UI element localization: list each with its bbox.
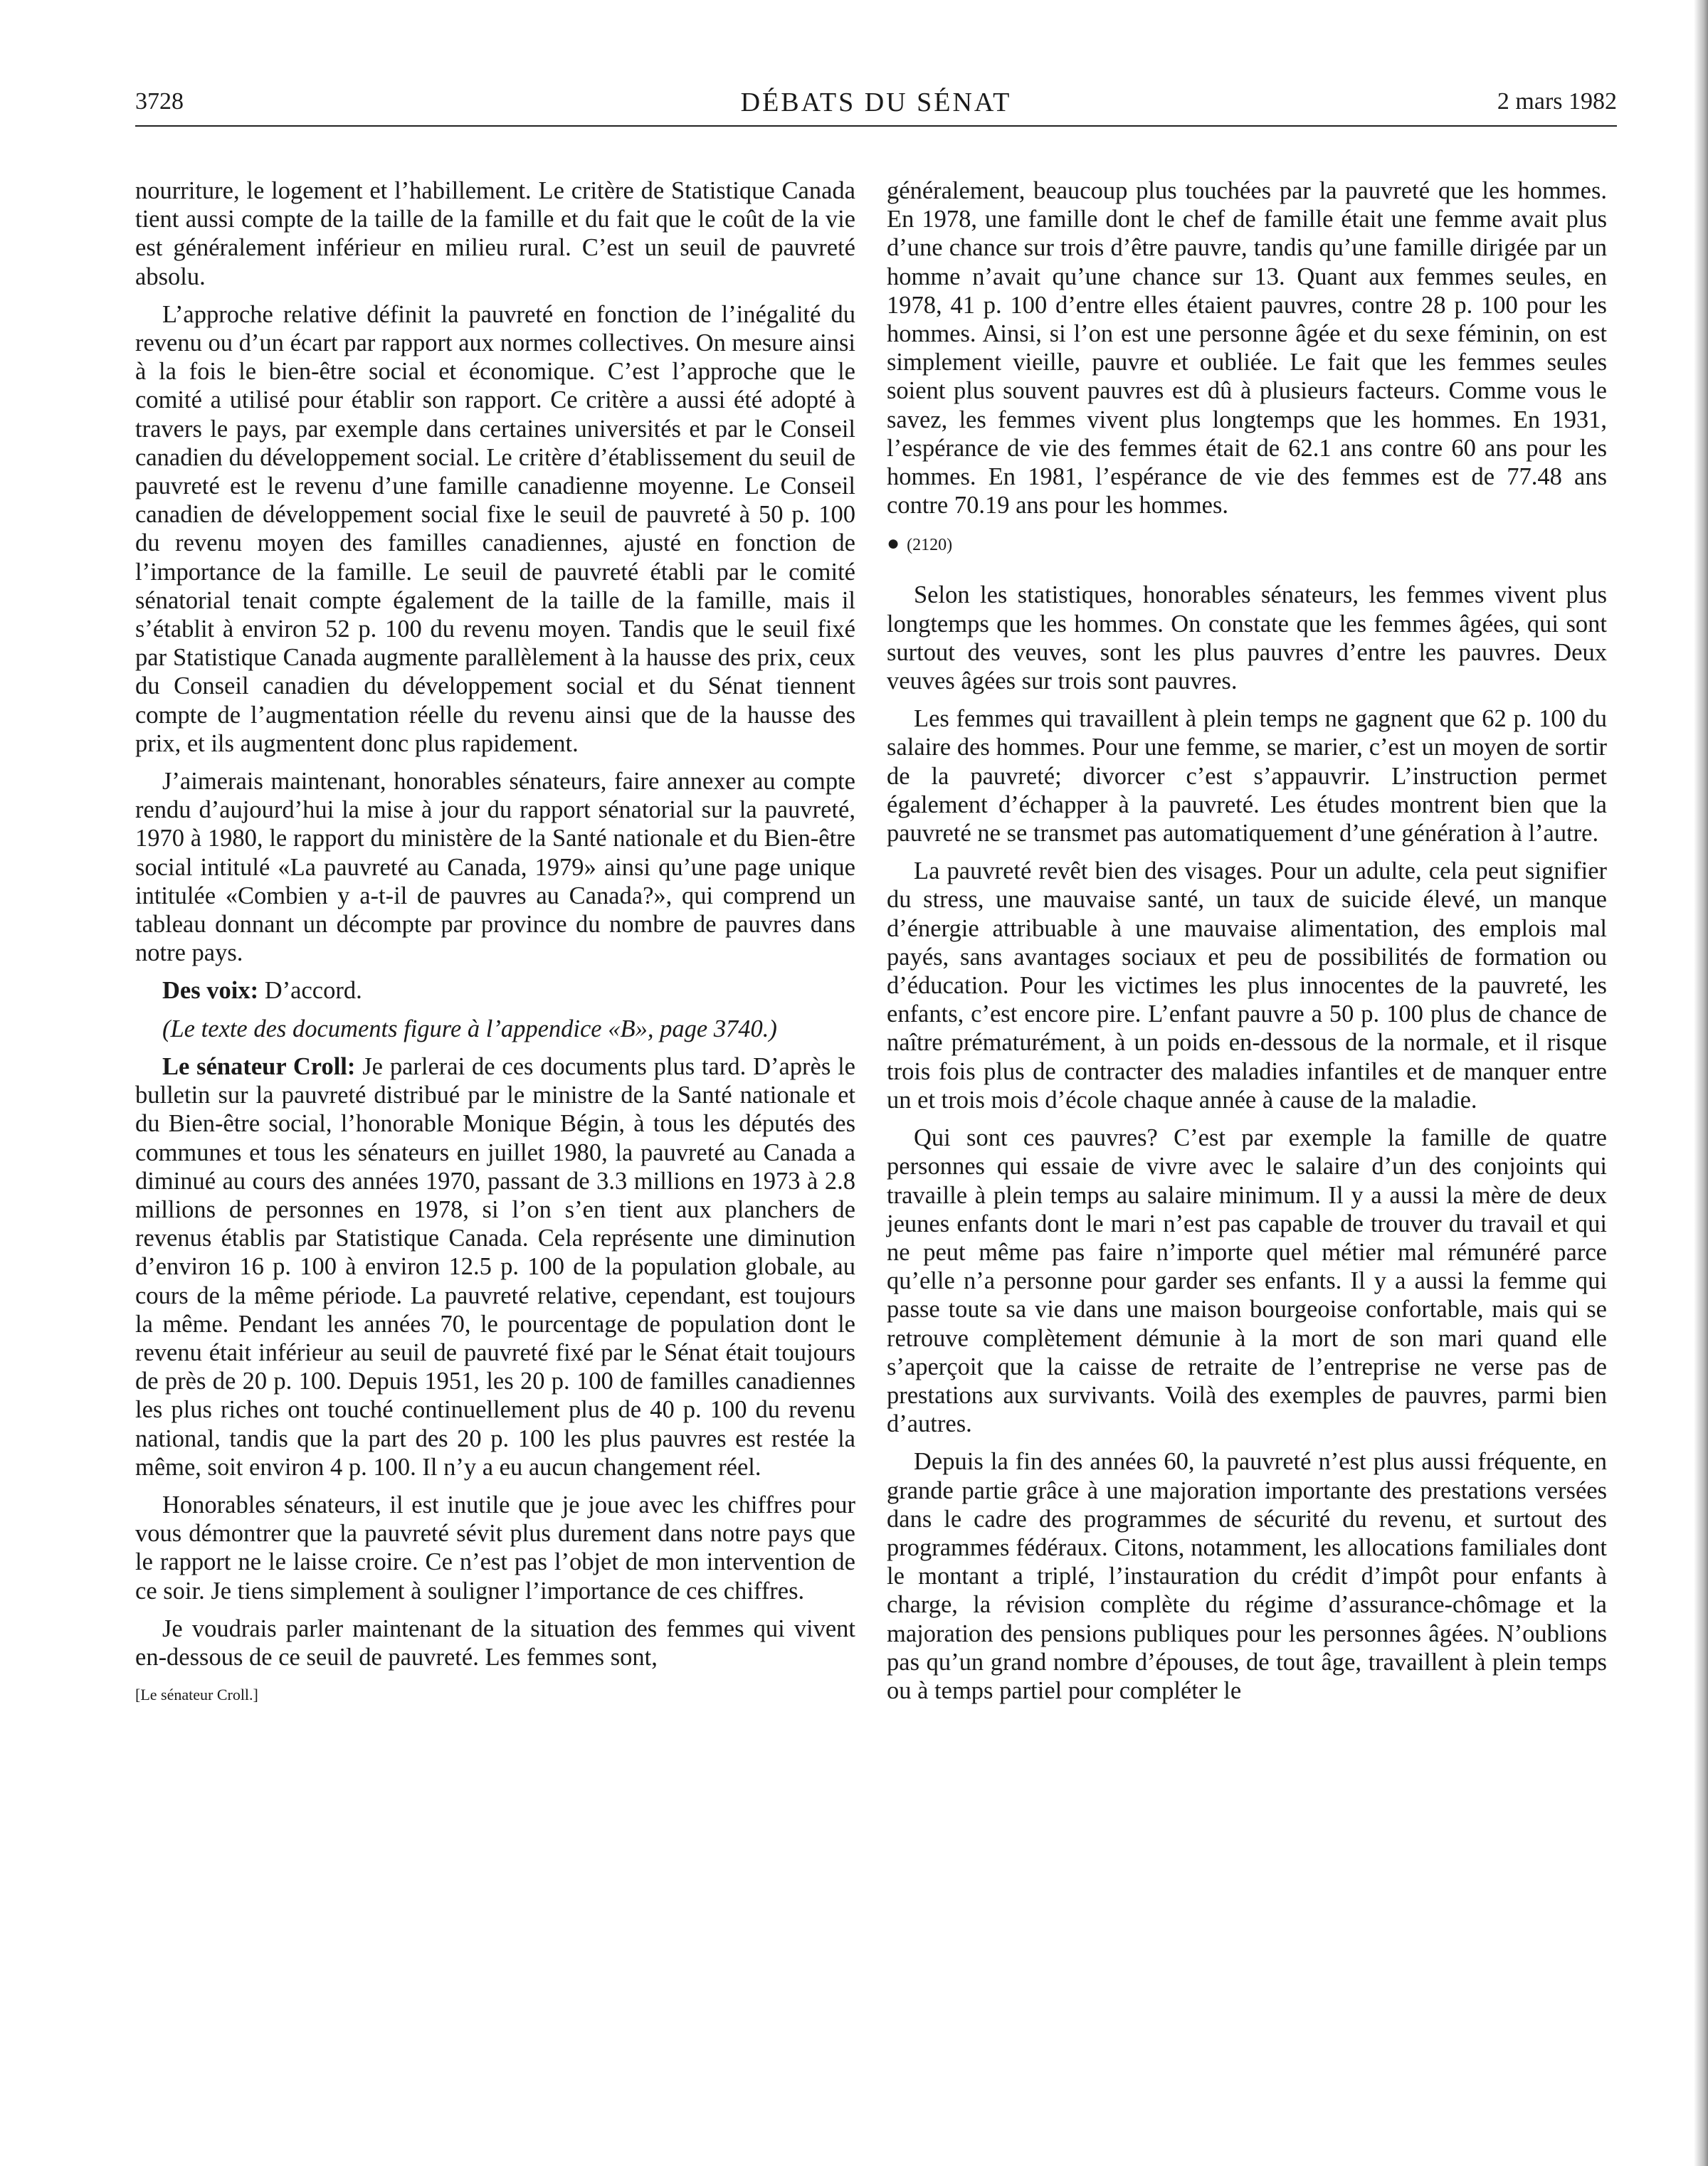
bullet-icon: ● xyxy=(887,532,900,556)
issue-date: 2 mars 1982 xyxy=(1497,88,1617,115)
paragraph: L’approche relative définit la pauvreté en fonction de l’inégalité du revenu ou d’un écart par rapport aux normes collectives. On mesure ainsi à la fois le bien-être social et économique. C’est l’approche que le comité a utilisé pour établir son rapport. Ce critère a aussi été adopté à travers le pays, par exemple dans certaines universités et par le Conseil canadien du développement social. Le critère d’établissement du seuil de pauvreté est le revenu d’une famille canadienne moyenne. Le Conseil canadien de développement social fixe le seuil de pauvreté à 50 p. 100 du revenu moyen des familles canadiennes, ajusté en fonction de l’importance de la famille. Le seuil de pauvreté établi par le comité sénatorial tenait compte également de la taille de la famille, mais il s’établit à environ 52 p. 100 du revenu moyen. Tandis que le seuil fixé par Statistique Canada augmente parallèlement à la hausse des prix, ceux du Conseil canadien du développement social et du Sénat tiennent compte de l’augmentation réelle du revenu ainsi que de la hausse des prix, et ils augmentent donc plus rapidement. xyxy=(135,300,855,757)
paragraph: La pauvreté revêt bien des visages. Pour un adulte, cela peut signifier du stress, une mauvaise santé, un taux de suicide élevé, un manque d’énergie attribuable à une mauvaise alimentation, des emplois mal payés, sans avantages sociaux et peu de possibilités de formation ou d’éducation. Pour les victimes les plus innocentes de la pauvreté, les enfants, c’est encore pire. L’enfant pauvre a 50 p. 100 plus de chance de naître prématurément, à un poids en-dessous de la normale, et il risque trois fois plus de contracter des maladies infantiles et de manquer entre un et trois mois d’école chaque année à cause de la maladie. xyxy=(887,857,1607,1114)
italic-note: (Le texte des documents figure à l’appendice «B», page 3740.) xyxy=(162,1015,777,1042)
paragraph: Selon les statistiques, honorables sénateurs, les femmes vivent plus longtemps que les hommes. On constate que les femmes âgées, qui sont surtout des veuves, sont les plus pauvres d’entre les pauvres. Deux veuves âgées sur trois sont pauvres. xyxy=(887,581,1607,695)
paragraph xyxy=(135,1052,855,1481)
paragraph: J’aimerais maintenant, honorables sénateurs, faire annexer au compte rendu d’aujourd’hui la mise à jour du rapport sénatorial sur la pauvreté, 1970 à 1980, le rapport du ministère de la Santé nationale et du Bien-être social intitulé «La pauvreté au Canada, 1979» ainsi qu’une page unique intitulée «Combien y a-t-il de pauvres au Canada?», qui comprend un tableau donnant un décompte par province du nombre de pauvres dans notre pays. xyxy=(135,768,855,967)
left-column xyxy=(135,176,855,1715)
page-number: 3728 xyxy=(135,88,184,115)
paragraph: Qui sont ces pauvres? C’est par exemple la famille de quatre personnes qui essaie de vivre avec le salaire d’un des conjoints qui travaille à plein temps au salaire minimum. Il y a aussi la mère de deux jeunes enfants dont le mari n’est pas capable de trouver du travail et qui ne peut même pas faire n’importe quel métier mal rémunéré parce qu’elle n’a personne pour garder ses enfants. Il y a aussi la femme qui passe toute sa vie dans une maison bourgeoise confortable, mais qui se retrouve complètement démunie à la mort de son mari quand elle s’aperçoit que la caisse de retraite de l’entreprise ne verse pas de prestations aux survivants. Voilà des exemples de pauvres, parmi bien d’autres. xyxy=(887,1124,1607,1438)
paragraph: nourriture, le logement et l’habillement. Le critère de Statistique Canada tient aussi compte de la taille de la famille et du fait que le coût de la vie est généralement inférieur en milieu rural. C’est un seuil de pauvreté absolu. xyxy=(135,177,855,290)
time-marker-text: (2120) xyxy=(907,536,953,555)
page-edge-shadow xyxy=(1694,0,1708,2166)
journal-title: DÉBATS DU SÉNAT xyxy=(740,88,1012,117)
speech-text: Je parlerai de ces documents plus tard. D’après le bulletin sur la pauvreté distribué par le ministre de la Santé nationale et du Bien-être social, l’honorable Monique Bégin, à tous les députés des communes et tous les sénateurs en juillet 1980, la pauvreté au Canada a diminué au cours des années 1970, passant de 3.3 millions en 1973 à 2.8 millions de personnes en 1978, si l’on s’en tient aux planchers de revenus établis par Statistique Canada. Cela représente une diminution d’environ 16 p. 100 à environ 12.5 p. 100 de la population globale, au cours de la même période. La pauvreté relative, cependant, est toujours la même. Pendant les années 70, le pourcentage de population dont le revenu était inférieur au seuil de pauvreté fixé par le Sénat était toujours de près de 20 p. 100. Depuis 1951, les 20 p. 100 de familles canadiennes les plus riches ont touché continuellement plus de 40 p. 100 du revenu national, tandis que la part des 20 p. 100 les plus pauvres est restée la même, soit environ 4 p. 100. Il n’y a eu aucun changement réel. xyxy=(135,1052,855,1481)
paragraph: Honorables sénateurs, il est inutile que je joue avec les chiffres pour vous démontrer que la pauvreté sévit plus durement dans notre pays que le rapport ne le laisse croire. Ce n’est pas l’objet de mon intervention de ce soir. Je tiens simplement à souligner l’importance de ces chiffres. xyxy=(135,1491,855,1605)
paragraph: Je voudrais parler maintenant de la situation des femmes qui vivent en-dessous de ce seuil de pauvreté. Les femmes sont, xyxy=(135,1615,855,1671)
speaker-name: Des voix: xyxy=(162,977,259,1005)
paragraph: Depuis la fin des années 60, la pauvreté n’est plus aussi fréquente, en grande partie grâce à une majoration importante des prestations versées dans le cadre des programmes de sécurité du revenu, et surtout des programmes fédéraux. Citons, notamment, les allocations familiales dont le montant a triplé, l’instauration du crédit d’impôt pour enfants à charge, la révision complète du régime d’assurance-chômage et la majoration des pensions publiques pour les personnes âgées. N’oublions pas qu’un grand nombre d’épouses, de tout âge, travaillent à plein temps ou à temps partiel pour compléter le xyxy=(887,1448,1607,1704)
paragraph xyxy=(135,976,855,1005)
paragraph: généralement, beaucoup plus touchées par la pauvreté que les hommes. En 1978, une famille dont le chef de famille était une femme avait plus d’une chance sur trois d’être pauvre, tandis qu’une famille dirigée par un homme n’avait qu’une chance sur 13. Quant aux femmes seules, en 1978, 41 p. 100 d’entre elles étaient pauvres, contre 28 p. 100 pour les hommes. Ainsi, si l’on est une personne âgée et du sexe féminin, on est simplement vieille, pauvre et oubliée. Le fait que les femmes seules soient plus souvent pauvres est dû à plusieurs facteurs. Comme vous le savez, les femmes vivent plus longtemps que les hommes. En 1931, l’espérance de vie des femmes était de 62.1 ans contre 60 ans pour les hommes. En 1981, l’espérance de vie des femmes est de 77.48 ans contre 70.19 ans pour les hommes. xyxy=(887,177,1607,519)
speaker-name: Le sénateur Croll: xyxy=(162,1052,356,1080)
paragraph: Les femmes qui travaillent à plein temps ne gagnent que 62 p. 100 du salaire des hommes. Pour une femme, se marier, c’est un moyen de sortir de la pauvreté; divorcer c’est s’appauvrir. L’instruction permet également d’échapper à la pauvreté. Les études montrent bien que la pauvreté ne se transmet pas automatiquement d’une génération à l’autre. xyxy=(887,705,1607,847)
speech-text: D’accord. xyxy=(258,977,362,1005)
right-column xyxy=(887,176,1607,1714)
running-footer: [Le sénateur Croll.] xyxy=(135,1686,258,1704)
time-marker xyxy=(887,529,1607,559)
page-header xyxy=(135,84,1617,127)
